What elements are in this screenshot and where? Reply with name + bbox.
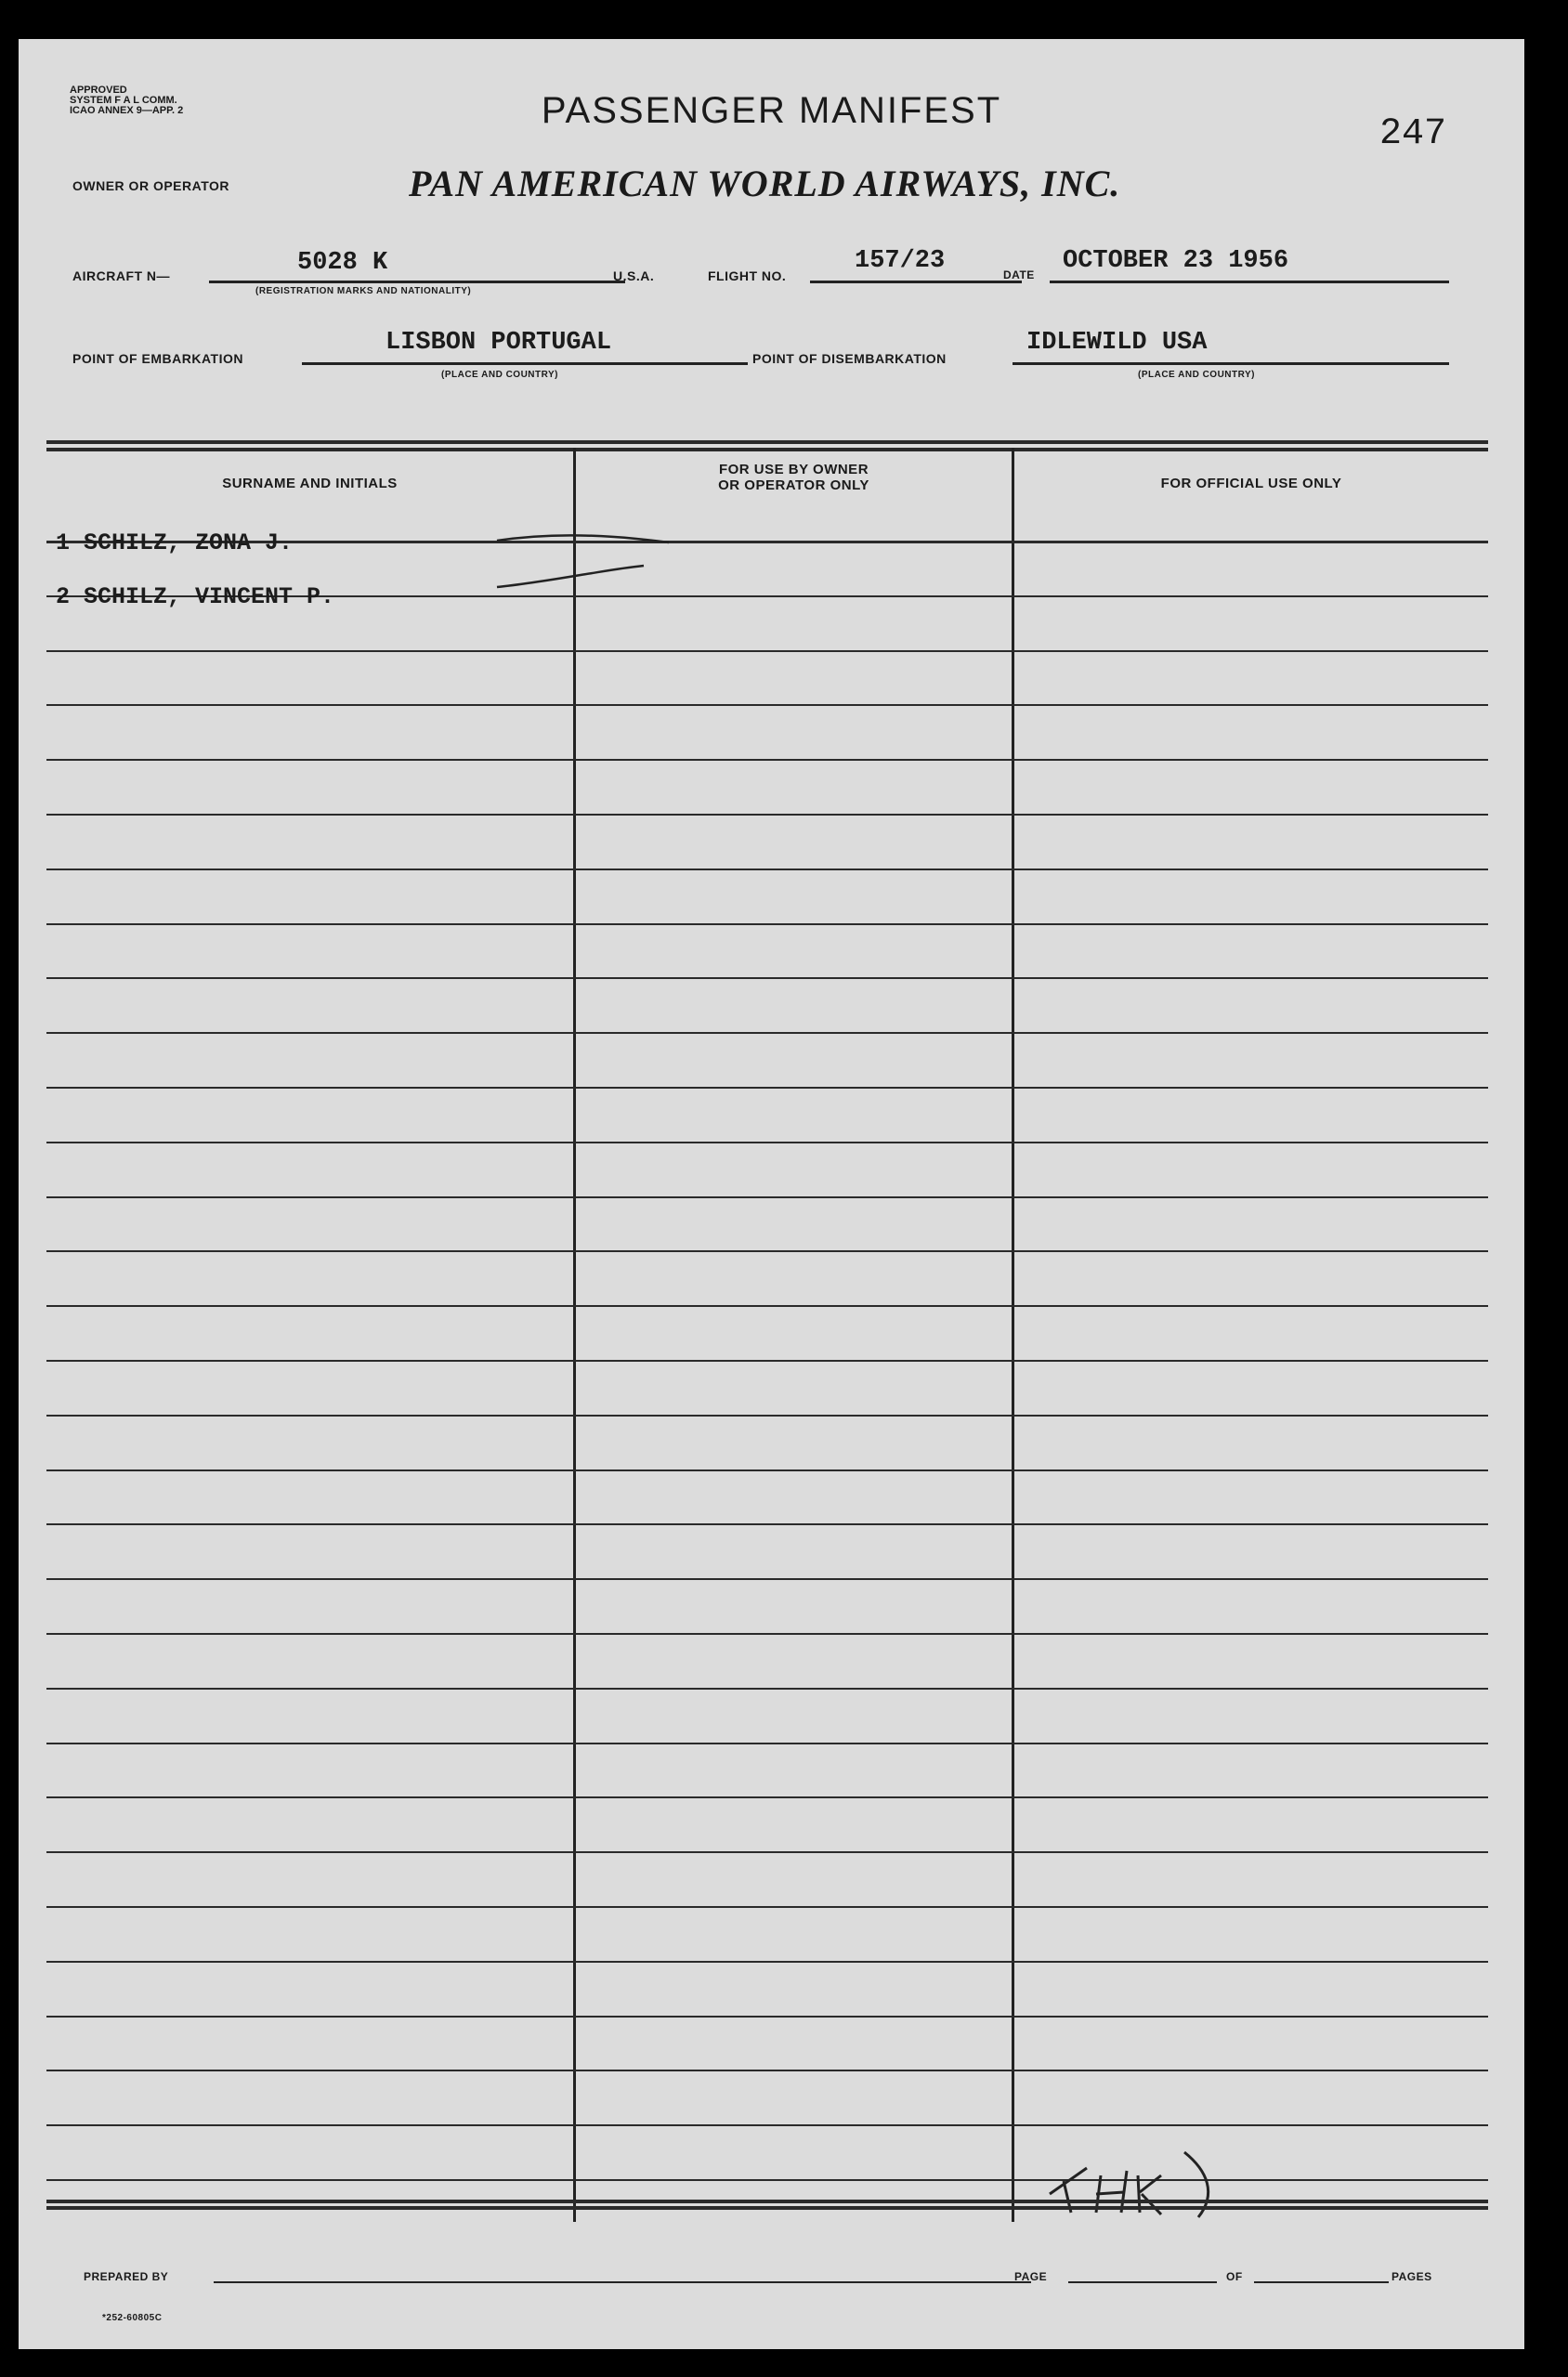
flight-number: 157/23 [855,247,946,275]
table-bottom-rule [46,2206,1488,2210]
of-underline [1254,2281,1389,2283]
disembarkation-value: IDLEWILD USA [1026,329,1208,357]
embarkation-label: POINT OF EMBARKATION [72,351,243,366]
column-header-owner-line: OR OPERATOR ONLY [718,477,869,493]
table-rule [46,923,1488,925]
manifest-page [19,39,1524,2349]
page-label: PAGE [1014,2270,1048,2283]
table-top-rule [46,440,1488,444]
table-rule [46,1578,1488,1580]
column-divider [1012,448,1014,2222]
table-rule [46,1633,1488,1635]
table-rule [46,2070,1488,2071]
disembarkation-caption: (PLACE AND COUNTRY) [1138,370,1255,380]
date-label: DATE [1003,268,1035,281]
table-rule [46,1250,1488,1252]
prepared-by-label: PREPARED BY [84,2270,169,2283]
check-mark [497,524,683,598]
prepared-by-underline [214,2281,1031,2283]
approval-line: APPROVED [70,85,127,96]
table-rule [46,1469,1488,1471]
owner-label: OWNER OR OPERATOR [72,178,229,193]
usa-label: U.S.A. [613,268,655,283]
table-rule [46,1142,1488,1143]
form-number: *252-60805C [102,2313,163,2323]
passenger-row: 2 SCHILZ, VINCENT P. [56,583,335,610]
table-rule [46,704,1488,706]
page-title: PASSENGER MANIFEST [541,90,1002,131]
column-divider [573,448,576,2222]
approval-line: SYSTEM F A L COMM. [70,95,177,106]
date-value: OCTOBER 23 1956 [1063,247,1289,275]
page-underline [1068,2281,1217,2283]
registration-caption: (REGISTRATION MARKS AND NATIONALITY) [255,286,472,296]
table-rule [46,1796,1488,1798]
table-rule [46,1688,1488,1690]
of-label: OF [1226,2270,1243,2283]
table-rule [46,814,1488,816]
flight-label: FLIGHT NO. [708,268,787,283]
embarkation-value: LISBON PORTUGAL [385,329,612,357]
flight-underline [810,281,1022,283]
column-header-owner [576,462,1012,493]
date-underline [1050,281,1449,283]
approval-line: ICAO ANNEX 9—APP. 2 [70,105,184,116]
column-header-surname: SURNAME AND INITIALS [222,476,398,491]
operator-name: PAN AMERICAN WORLD AIRWAYS, INC. [409,163,1121,204]
passenger-row: 1 SCHILZ, ZONA J. [56,529,294,556]
table-top-rule [46,448,1488,451]
registration-value: 5028 K [297,249,388,277]
column-header-owner-line: FOR USE BY OWNER [718,462,869,477]
table-rule [46,759,1488,761]
column-header-official: FOR OFFICIAL USE ONLY [1160,476,1342,491]
embarkation-underline [302,362,748,365]
table-rule [46,1087,1488,1089]
disembarkation-label: POINT OF DISEMBARKATION [752,351,947,366]
table-rule [46,1360,1488,1362]
table-rule [46,2124,1488,2126]
table-rule [46,2179,1488,2181]
table-rule [46,1851,1488,1853]
table-rule [46,869,1488,870]
table-bottom-rule [46,2200,1488,2203]
registration-underline [209,281,625,283]
table-rule [46,650,1488,652]
table-rule [46,1305,1488,1307]
signature-initials [1045,2148,1240,2222]
disembarkation-underline [1013,362,1449,365]
table-rule [46,2016,1488,2018]
table-rule [46,1032,1488,1034]
document-number: 247 [1379,113,1447,155]
table-rule [46,1906,1488,1908]
table-rule [46,1961,1488,1963]
table-rule [46,1523,1488,1525]
table-rule [46,1196,1488,1198]
table-rule [46,977,1488,979]
table-rule [46,1415,1488,1417]
table-rule [46,1743,1488,1744]
embarkation-caption: (PLACE AND COUNTRY) [441,370,558,380]
pages-label: PAGES [1392,2270,1432,2283]
aircraft-label: AIRCRAFT N— [72,268,171,283]
